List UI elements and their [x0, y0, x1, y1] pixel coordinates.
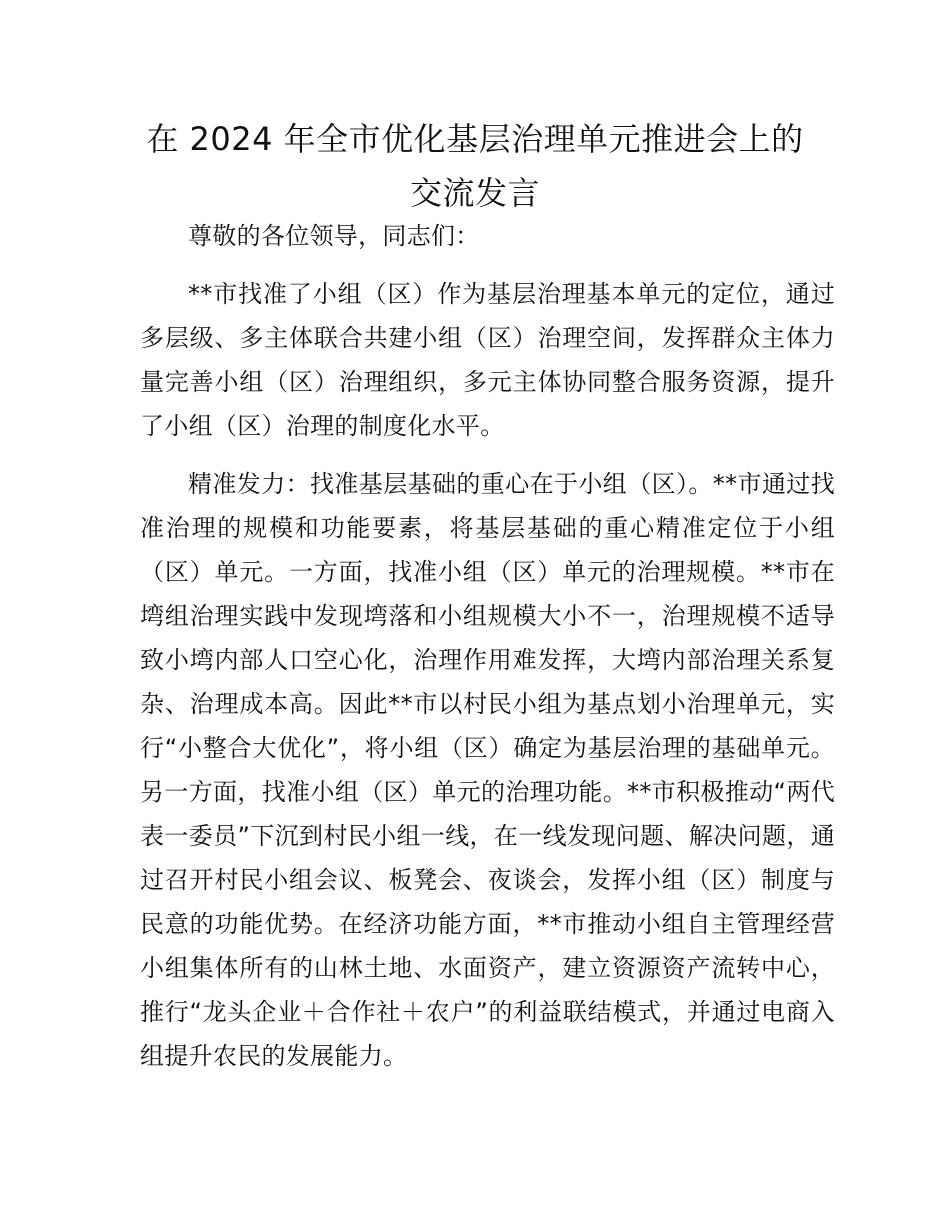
paragraph-2: 精准发力：找准基层基础的重心在于小组（区）。**市通过找准治理的规模和功能要素，将基层基础的重心精准定位于小组（区）单元。一方面，找准小组（区）单元的治理规模。**市在塆组治理实践中发现塆落和小组规模大小不一，治理规模不适导致小塆内部人口空心化，治理作用难发挥，大塆内部治理关系复杂、治理成本高。因此**市以村民小组为基点划小治理单元，实行“小整合大优化”，将小组（区）确定为基层治理的基础单元。另一方面，找准小组（区）单元的治理功能。**市积极推动“两代表一委员”下沉到村民小组一线，在一线发现问题、解决问题，通过召开村民小组会议、板凳会、夜谈会，发挥小组（区）制度与民意的功能优势。在经济功能方面，**市推动小组自主管理经营小组集体所有的山林土地、水面资产，建立资源资产流转中心，推行“龙头企业＋合作社＋农户”的利益联结模式，并通过电商入组提升农民的发展能力。	[140, 470, 835, 1070]
paragraph-1: **市找准了小组（区）作为基层治理基本单元的定位，通过多层级、多主体联合共建小组（区）治理空间，发挥群众主体力量完善小组（区）治理组织，多元主体协同整合服务资源，提升了小组（区）治理的制度化水平。	[140, 280, 835, 440]
title-line-1: 在 2024 年全市优化基层治理单元推进会上的	[146, 120, 804, 158]
title-line-2: 交流发言	[409, 174, 540, 212]
document-body	[140, 214, 835, 1088]
greeting: 尊敬的各位领导，同志们：	[188, 222, 480, 250]
document-title	[140, 112, 810, 220]
